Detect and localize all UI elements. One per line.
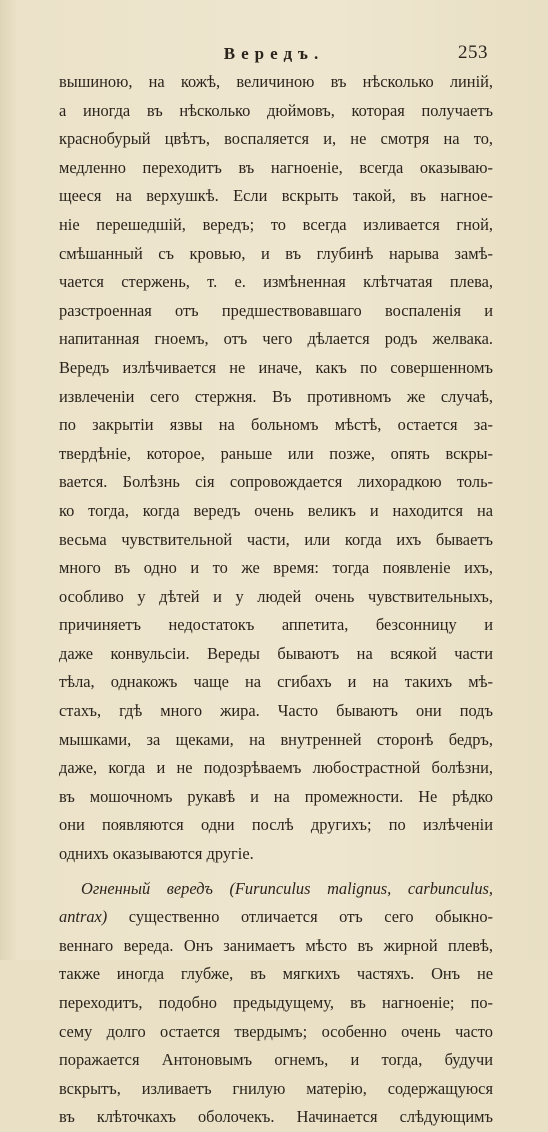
text-line: краснобурый цвѣтъ, воспаляется и, не смотря на то, bbox=[59, 129, 493, 149]
text-line: вышиною, на кожѣ, величиною въ нѣсколько линiй, bbox=[59, 72, 493, 91]
text-line: они появляются одни послѣ другихъ; по излѣченiи bbox=[59, 815, 493, 835]
text-line: даже конвульсiи. Вереды бываютъ на всякой части bbox=[59, 643, 493, 663]
text-line: много въ одно и то же время: тогда появленiе ихъ, bbox=[59, 558, 493, 578]
text-line: причиняетъ недостатокъ аппетита, безсонницу и bbox=[59, 615, 493, 635]
text-line: чается стержень, т. е. измѣненная клѣтчатая плева, bbox=[59, 272, 493, 292]
text-line: разстроенная отъ предшествовавшаго воспаленiя и bbox=[59, 300, 493, 320]
text-line: стахъ, гдѣ много жира. Часто бываютъ они подъ bbox=[59, 701, 493, 721]
text-line: переходитъ, подобно предыдущему, въ нагноенiе; по- bbox=[59, 993, 493, 1012]
text-line: нiе перешедшiй, вередъ; то всегда изливается гной, bbox=[59, 214, 493, 234]
text-line: извлеченiи сего стержня. Въ противномъ же случаѣ, bbox=[59, 386, 493, 406]
text-line: по закрытiи язвы на больномъ мѣстѣ, остается за- bbox=[59, 415, 493, 435]
latin-terms: (Furunculus malignus, carbunculus, bbox=[229, 878, 493, 898]
text-line bbox=[59, 903, 493, 932]
paragraph-2 bbox=[59, 875, 493, 1132]
text-line: медленно переходитъ въ нагноенiе, всегда оказываю- bbox=[59, 157, 493, 177]
text-line: поражается Антоновымъ огнемъ, и тогда, будучи bbox=[59, 1050, 493, 1070]
text-line: а иногда въ нѣсколько дюймовъ, которая получаетъ bbox=[59, 100, 493, 120]
text-line: мышками, за щеками, на внутренней сторонѣ бедръ, bbox=[59, 729, 493, 749]
text-line: тѣла, однакожъ чаще на сгибахъ и на такихъ мѣ- bbox=[59, 672, 493, 692]
text-line: щееся на верхушкѣ. Если вскрыть такой, въ нагное- bbox=[59, 186, 493, 206]
text-line: веннаго вереда. Онъ занимаетъ мѣсто въ жирной плевѣ, bbox=[59, 935, 493, 955]
text-line: сему долго остается твердымъ; особенно очень часто bbox=[59, 1021, 493, 1041]
text-line: даже, когда и не подозрѣваемъ любострастной болѣзни, bbox=[59, 758, 493, 778]
text-line: въ мошочномъ рукавѣ и на промежности. Не рѣдко bbox=[59, 786, 493, 806]
text-line bbox=[59, 875, 493, 904]
text-line: весьма чувствительной части, или когда ихъ бываетъ bbox=[59, 529, 493, 549]
latin-terms-cont: antrax) bbox=[59, 907, 108, 927]
text-line: ко тогда, когда вередъ очень великъ и находится на bbox=[59, 500, 493, 520]
text-line: также иногда глубже, въ мягкихъ частяхъ. Онъ не bbox=[59, 964, 493, 984]
text-line: Вередъ излѣчивается не иначе, какъ по совершенномъ bbox=[59, 357, 493, 377]
page-header bbox=[0, 44, 548, 68]
text-line: въ клѣточкахъ оболочекъ. Начинается слѣдующимъ bbox=[59, 1107, 493, 1127]
text-line: твердѣнiе, которое, раньше или позже, опять вскры- bbox=[59, 443, 493, 463]
text-line: вскрытъ, изливаетъ гнилую матерiю, содержащуюся bbox=[59, 1078, 493, 1098]
paragraph-1 bbox=[59, 68, 493, 869]
page-number: 253 bbox=[458, 42, 488, 63]
running-title: Вередъ. bbox=[223, 44, 325, 63]
term-italic: Огненный вередъ bbox=[81, 878, 213, 898]
text-line-rest: существенно отличается отъ сего обыкно- bbox=[107, 907, 493, 927]
text-line: особливо у дѣтей и у людей очень чувствительныхъ, bbox=[59, 586, 493, 606]
text-line: смѣшанный съ кровью, и въ глубинѣ нарыва замѣ- bbox=[59, 243, 493, 263]
text-line: вается. Болѣзнь сiя сопровождается лихорадкою толь- bbox=[59, 472, 493, 492]
body-text bbox=[59, 68, 493, 1132]
text-line: однихъ оказываются другiе. bbox=[59, 844, 254, 864]
text-line: напитанная гноемъ, отъ чего дѣлается родъ желвака. bbox=[59, 329, 493, 349]
